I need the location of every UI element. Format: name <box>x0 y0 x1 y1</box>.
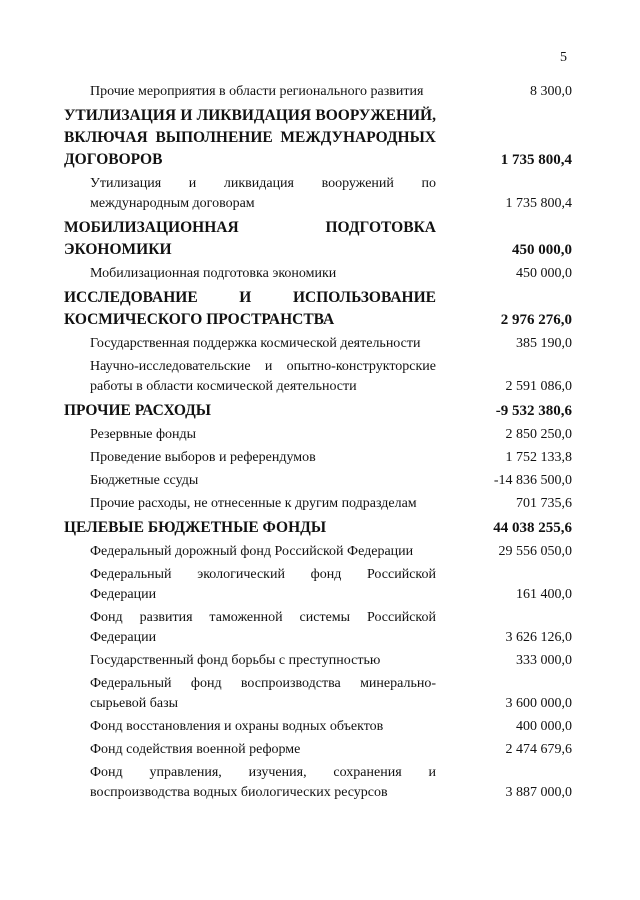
row-value: -14 836 500,0 <box>493 473 572 488</box>
row-label: Мобилизационная подготовка экономики <box>90 266 337 281</box>
row-label: Федеральный экологический фонд Российской Федерации <box>90 567 436 602</box>
table-row <box>64 357 572 397</box>
table-row <box>64 425 572 445</box>
section-row <box>64 287 572 331</box>
table-row <box>64 174 572 214</box>
section-value: 44 038 255,6 <box>493 520 572 536</box>
row-value: 3 887 000,0 <box>505 785 572 800</box>
table-row <box>64 608 572 648</box>
row-label: Утилизация и ликвидация вооружений по международным договорам <box>90 176 436 211</box>
section-row <box>64 105 572 171</box>
table-row <box>64 448 572 468</box>
row-label: Фонд развития таможенной системы Российской Федерации <box>90 610 436 645</box>
section-value: -9 532 380,6 <box>495 403 572 419</box>
row-value: 1 752 133,8 <box>505 450 572 465</box>
table-row <box>64 740 572 760</box>
row-value: 385 190,0 <box>516 336 572 351</box>
row-value: 701 735,6 <box>516 496 572 511</box>
row-label: Бюджетные ссуды <box>90 473 199 488</box>
row-label: Государственный фонд борьбы с преступностью <box>90 653 381 668</box>
row-value: 3 600 000,0 <box>505 696 572 711</box>
section-row <box>64 400 572 422</box>
section-value: 450 000,0 <box>512 242 572 258</box>
row-label: Прочие расходы, не отнесенные к другим подразделам <box>90 496 417 511</box>
row-label: Государственная поддержка космической деятельности <box>90 336 421 351</box>
table-row <box>64 264 572 284</box>
row-label: Фонд содействия военной реформе <box>90 742 301 757</box>
row-label: Фонд управления, изучения, сохранения и воспроизводства водных биологических ресурсов <box>90 765 436 800</box>
table-row <box>64 674 572 714</box>
section-label: ИССЛЕДОВАНИЕ И ИСПОЛЬЗОВАНИЕ КОСМИЧЕСКОГО ПРОСТРАНСТВА <box>64 289 436 328</box>
row-value: 3 626 126,0 <box>505 630 572 645</box>
section-value: 1 735 800,4 <box>500 152 572 168</box>
section-row <box>64 217 572 261</box>
section-label: УТИЛИЗАЦИЯ И ЛИКВИДАЦИЯ ВООРУЖЕНИЙ, ВКЛЮЧАЯ ВЫПОЛНЕНИЕ МЕЖДУНАРОДНЫХ ДОГОВОРОВ <box>64 107 436 168</box>
row-label: Прочие мероприятия в области регионального развития <box>90 84 424 99</box>
row-label: Федеральный фонд воспроизводства минерально-сырьевой базы <box>90 676 436 711</box>
row-value: 29 556 050,0 <box>498 544 572 559</box>
row-value: 1 735 800,4 <box>505 196 572 211</box>
table-row <box>64 565 572 605</box>
section-row <box>64 517 572 539</box>
row-value: 8 300,0 <box>530 84 572 99</box>
table-row <box>64 494 572 514</box>
row-value: 2 474 679,6 <box>505 742 572 757</box>
budget-table <box>64 82 572 806</box>
row-value: 2 850 250,0 <box>505 427 572 442</box>
row-value: 161 400,0 <box>516 587 572 602</box>
row-value: 400 000,0 <box>516 719 572 734</box>
row-label: Фонд восстановления и охраны водных объектов <box>90 719 384 734</box>
table-row <box>64 334 572 354</box>
row-value: 333 000,0 <box>516 653 572 668</box>
table-row <box>64 763 572 803</box>
section-value: 2 976 276,0 <box>500 312 572 328</box>
section-label: МОБИЛИЗАЦИОННАЯ ПОДГОТОВКА ЭКОНОМИКИ <box>64 219 436 258</box>
row-value: 450 000,0 <box>516 266 572 281</box>
row-label: Федеральный дорожный фонд Российской Федерации <box>90 544 414 559</box>
section-label: ЦЕЛЕВЫЕ БЮДЖЕТНЫЕ ФОНДЫ <box>64 519 327 536</box>
table-row <box>64 471 572 491</box>
table-row <box>64 651 572 671</box>
table-row <box>64 717 572 737</box>
table-row <box>64 542 572 562</box>
section-label: ПРОЧИЕ РАСХОДЫ <box>64 402 212 419</box>
row-label: Резервные фонды <box>90 427 197 442</box>
table-row <box>64 82 572 102</box>
row-label: Научно-исследовательские и опытно-конструкторские работы в области космической деятельности <box>90 359 436 394</box>
row-value: 2 591 086,0 <box>505 379 572 394</box>
row-label: Проведение выборов и референдумов <box>90 450 316 465</box>
page-number: 5 <box>560 50 567 65</box>
